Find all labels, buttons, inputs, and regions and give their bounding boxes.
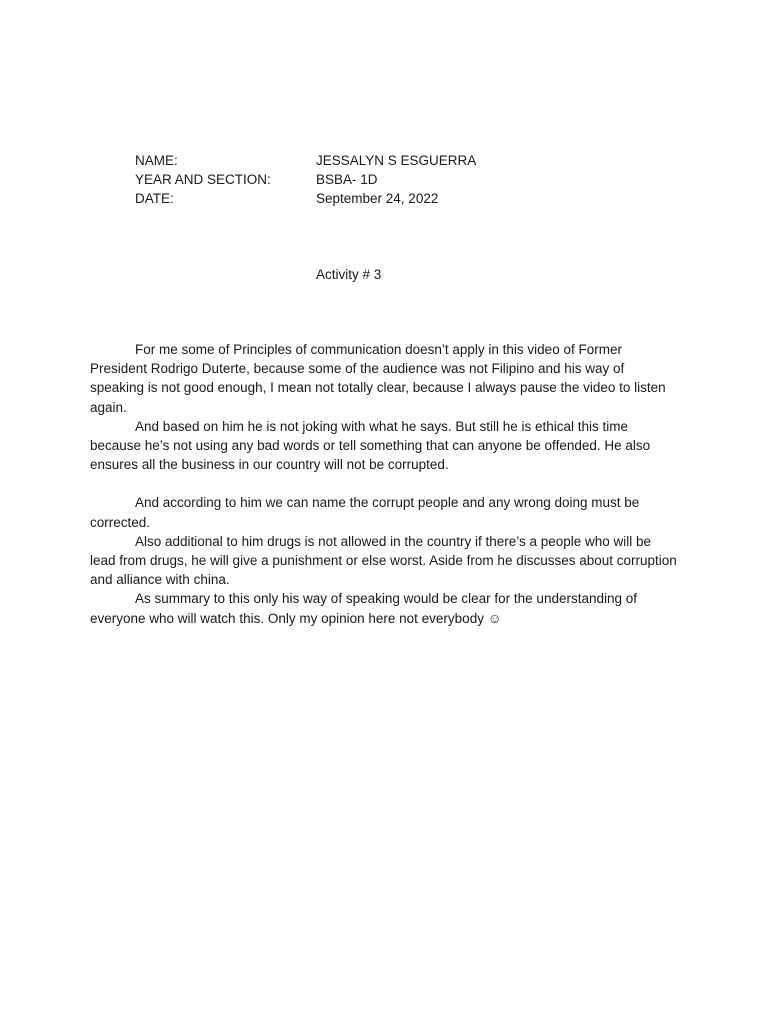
date-row <box>135 189 476 208</box>
section-label: YEAR AND SECTION: <box>135 172 271 187</box>
paragraph-3: And according to him we can name the corrupt people and any wrong doing must be corrected. <box>90 495 640 530</box>
paragraph-1: For me some of Principles of communication doesn’t apply in this video of Former President Rodrigo Duterte, because some of the audience was not Filipino and his way of speaking is not good enough, I mean not totally clear, because I always pause the video to listen again. <box>90 342 666 415</box>
name-label: NAME: <box>135 153 178 168</box>
essay-body <box>90 340 680 628</box>
paragraph-4: Also additional to him drugs is not allowed in the country if there’s a people who will be lead from drugs, he will give a punishment or else worst. Aside from he discusses about corruption and alliance with china. <box>90 533 677 588</box>
date-value: September 24, 2022 <box>316 191 439 206</box>
paragraph-5: As summary to this only his way of speaking would be clear for the understanding of everyone who will watch this. Only my opinion here not everybody ☺ <box>90 591 638 626</box>
date-label: DATE: <box>135 191 174 206</box>
header-info <box>135 151 476 208</box>
name-value: JESSALYN S ESGUERRA <box>316 153 477 168</box>
activity-title: Activity # 3 <box>316 267 382 282</box>
section-row <box>135 170 476 189</box>
section-value: BSBA- 1D <box>316 172 378 187</box>
name-row <box>135 151 476 170</box>
paragraph-2: And based on him he is not joking with what he says. But still he is ethical this time because he’s not using any bad words or tell something that can anyone be offended. He also ensures all the business in our country will not be corrupted. <box>90 418 651 473</box>
